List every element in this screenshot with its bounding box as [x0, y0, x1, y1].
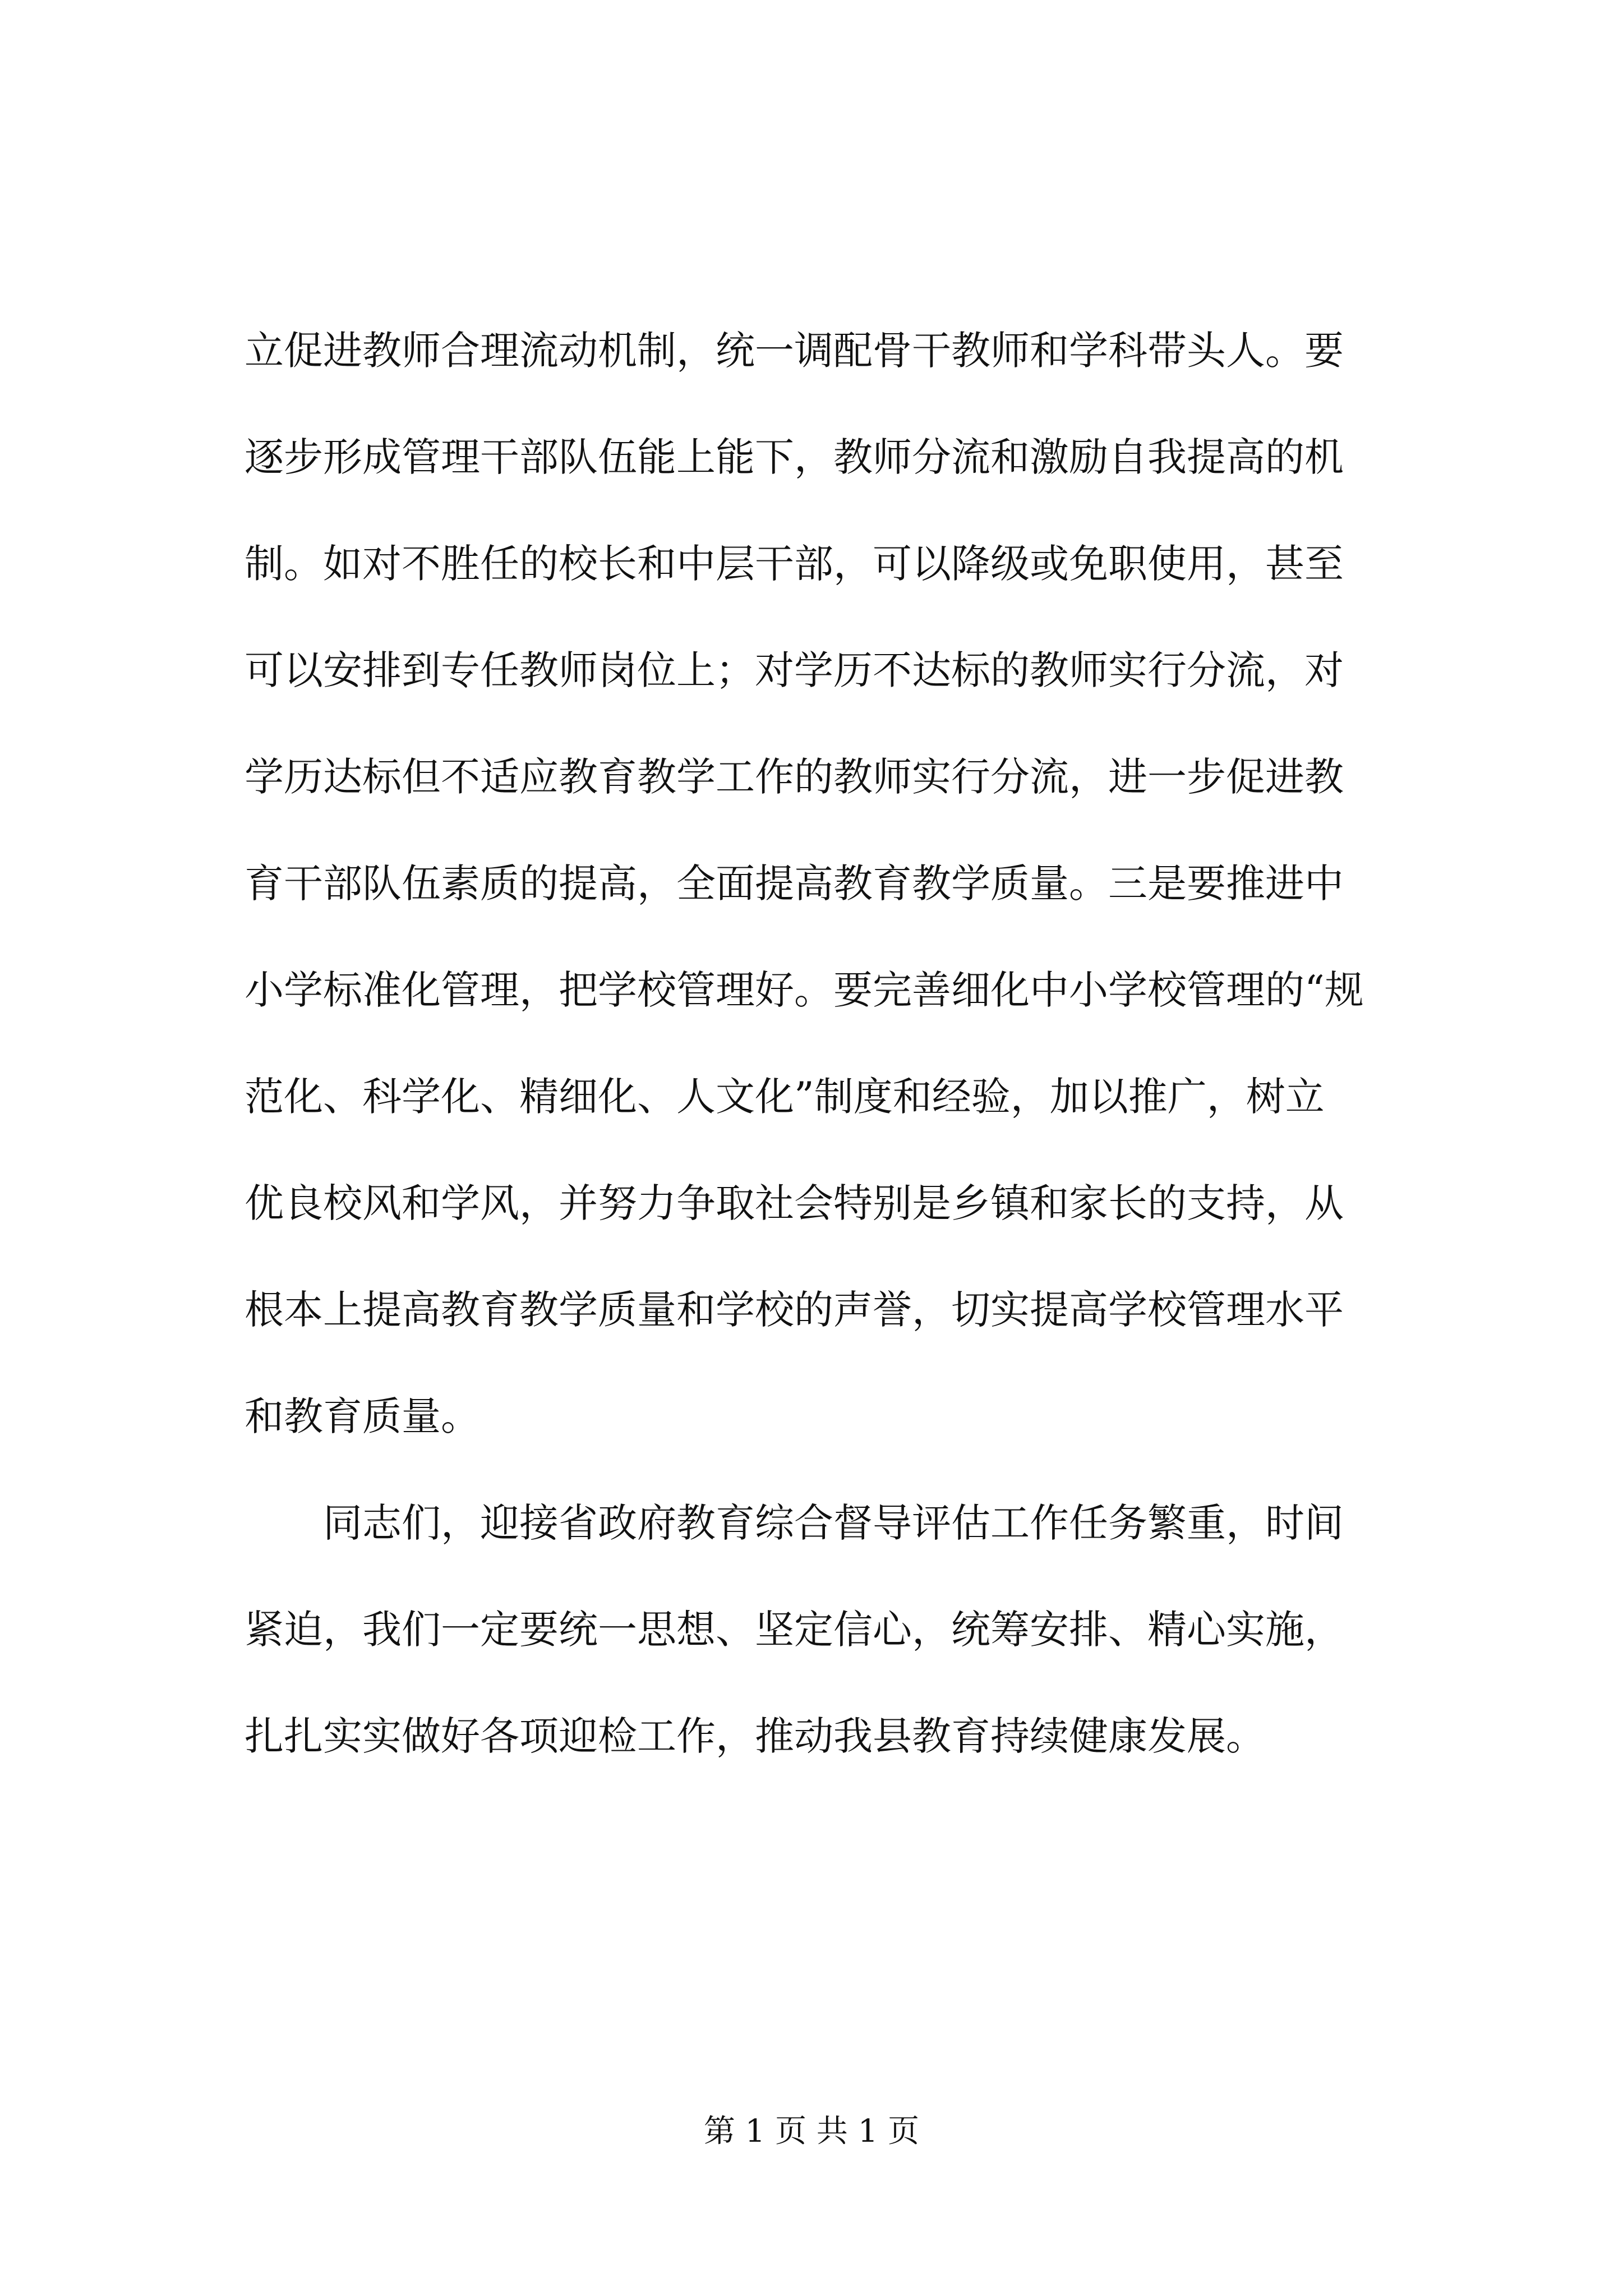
- paragraph-1-line: 范化、科学化、精细化、人文化”制度和经验，加以推广，树立: [245, 1074, 1325, 1120]
- paragraph-2-line: 同志们，迎接省政府教育综合督导评估工作任务繁重，时间: [323, 1500, 1344, 1546]
- paragraph-1-line: 逐步形成管理干部队伍能上能下，教师分流和激励自我提高的机: [245, 434, 1344, 480]
- paragraph-1-line: 学历达标但不适应教育教学工作的教师实行分流，进一步促进教: [245, 754, 1344, 800]
- paragraph-2-line: 紧迫，我们一定要统一思想、坚定信心，统筹安排、精心实施，: [245, 1607, 1344, 1653]
- paragraph-1-line: 根本上提高教育教学质量和学校的声誉，切实提高学校管理水平: [245, 1287, 1344, 1333]
- paragraph-1-line: 可以安排到专任教师岗位上；对学历不达标的教师实行分流，对: [245, 647, 1344, 693]
- page-number-footer: 第 1 页 共 1 页: [703, 2113, 920, 2150]
- paragraph-1-line: 立促进教师合理流动机制，统一调配骨干教师和学科带头人。要: [245, 328, 1344, 374]
- paragraph-1-line: 育干部队伍素质的提高，全面提高教育教学质量。三是要推进中: [245, 861, 1344, 907]
- paragraph-2-line: 扎扎实实做好各项迎检工作，推动我县教育持续健康发展。: [245, 1713, 1265, 1759]
- paragraph-1-line: 优良校风和学风，并努力争取社会特别是乡镇和家长的支持，从: [245, 1180, 1344, 1226]
- paragraph-1-line: 制。如对不胜任的校长和中层干部，可以降级或免职使用，甚至: [245, 541, 1344, 587]
- paragraph-1-line: 和教育质量。: [245, 1393, 480, 1439]
- document-body: [245, 297, 1400, 1789]
- paragraph-1-line: 小学标准化管理，把学校管理好。要完善细化中小学校管理的“规: [245, 967, 1364, 1013]
